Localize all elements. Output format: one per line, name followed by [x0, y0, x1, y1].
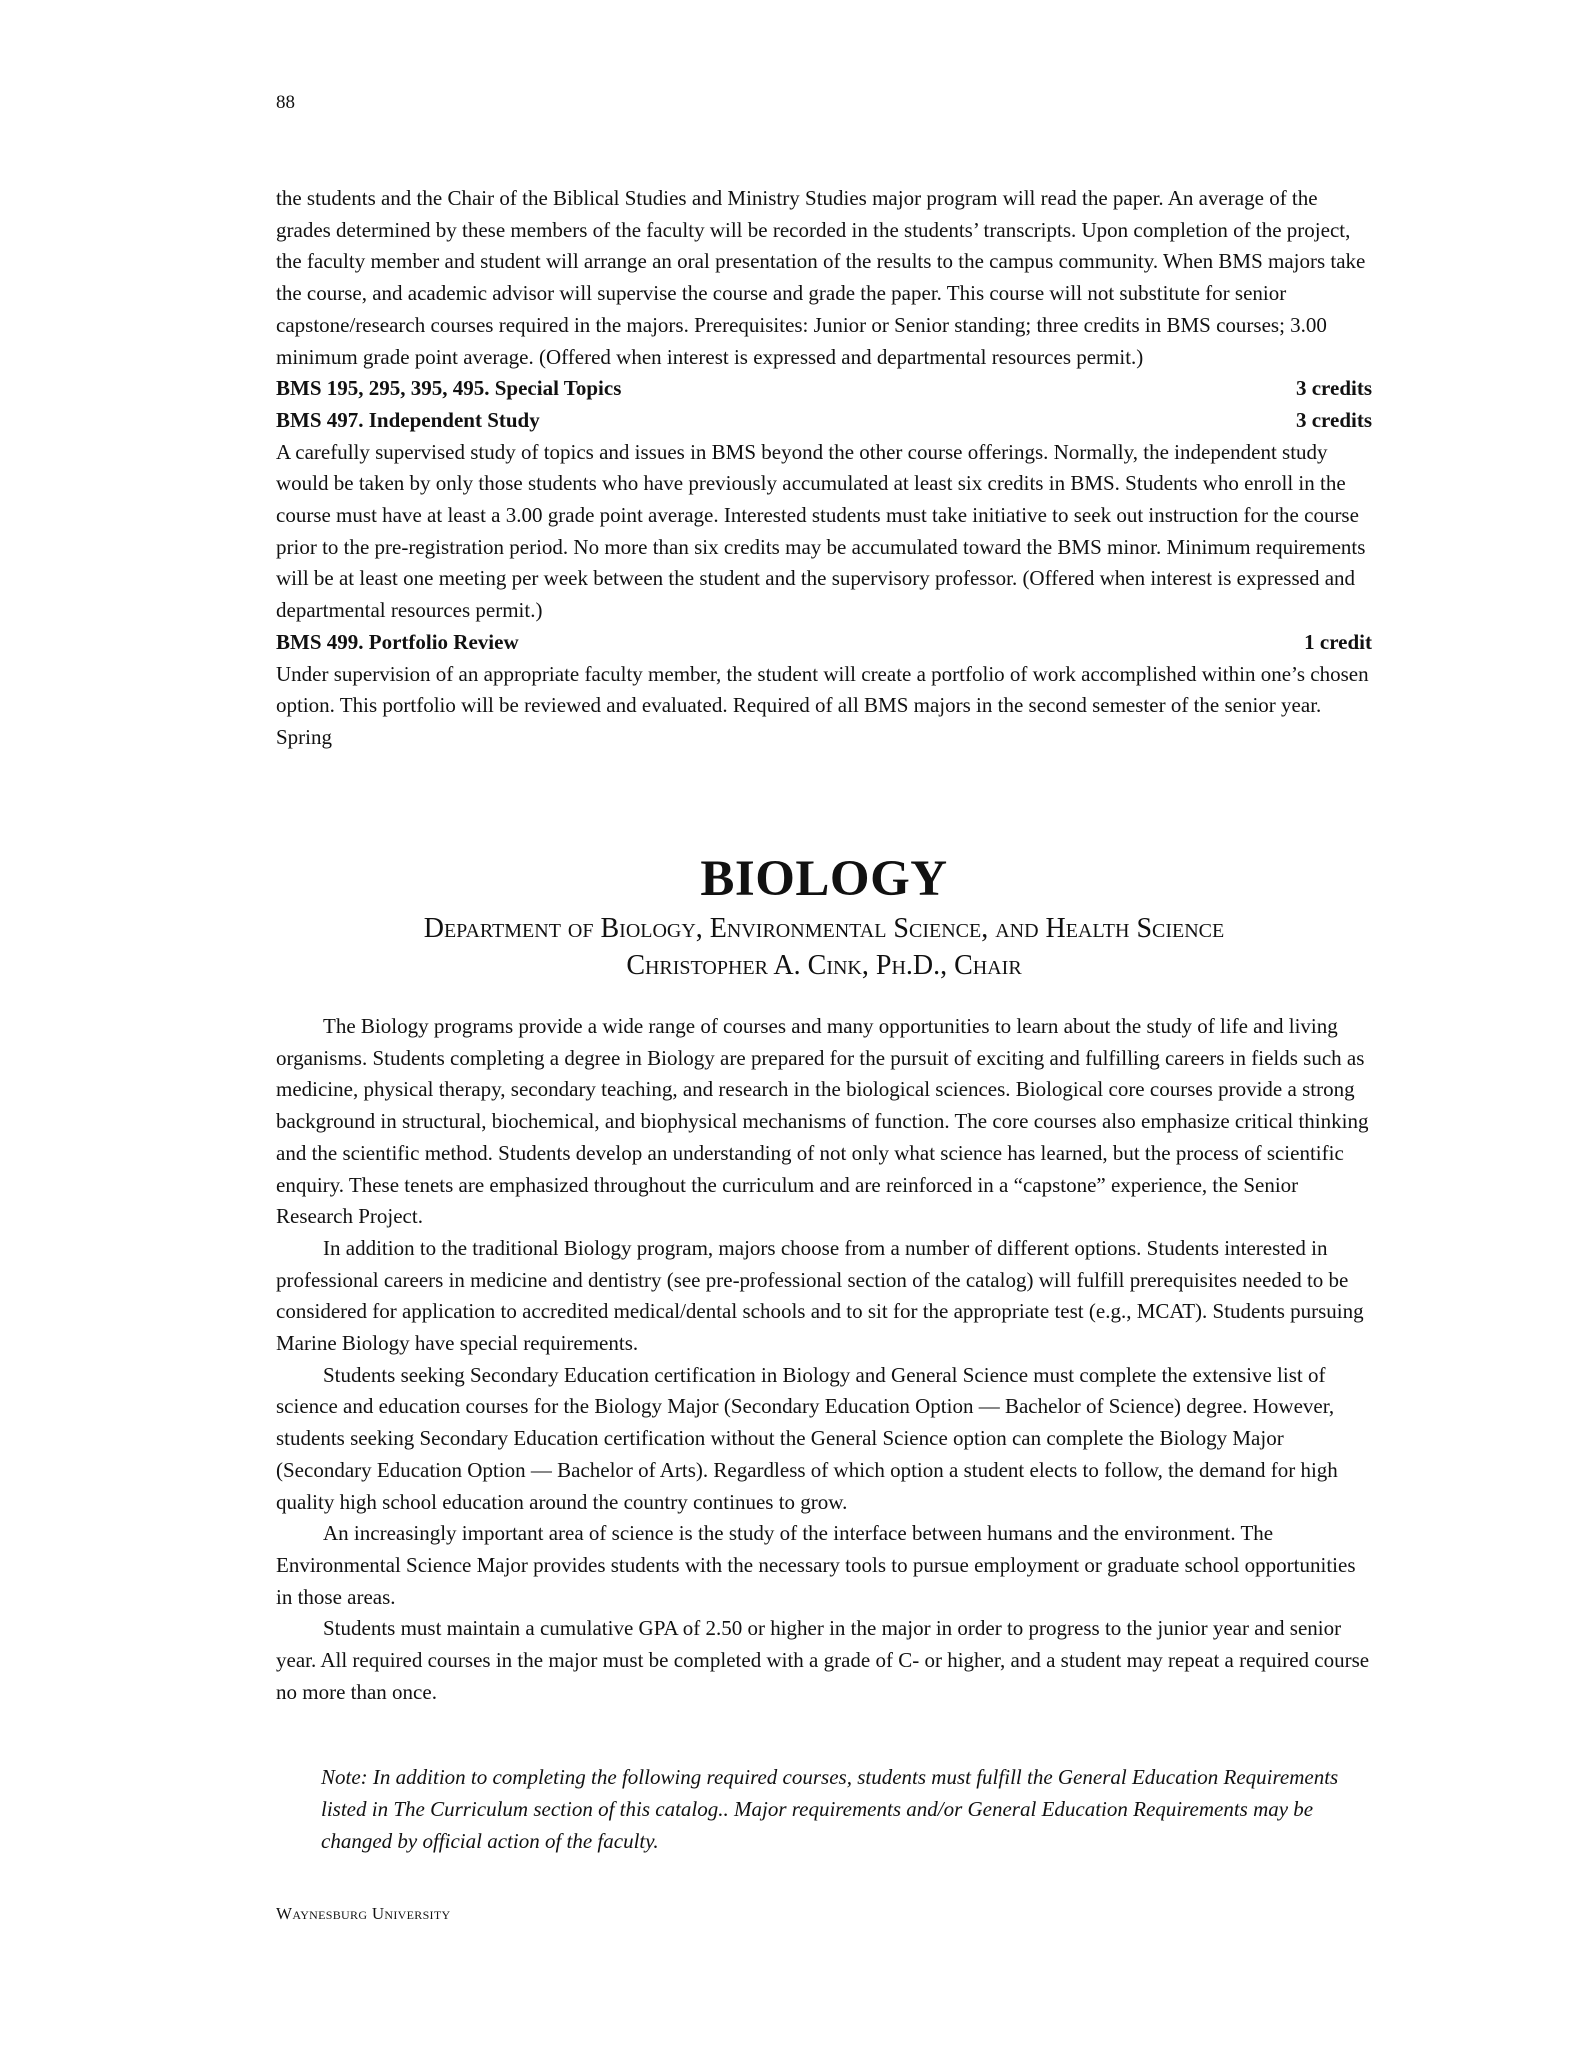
- biology-description: [276, 1011, 1372, 1708]
- course-title: BMS 497. Independent Study: [276, 407, 540, 432]
- course-description-independent-study: A carefully supervised study of topics and issues in BMS beyond the other course offerings. Normally, the independent study would be taken by only those students who have previously accumulated at least six credits in BMS. Students who enroll in the course must have at least a 3.00 grade point average. Interested students must take initiative to seek out instruction for the course prior to the pre-registration period. No more than six credits may be accumulated toward the BMS minor. Minimum requirements will be at least one meeting per week between the student and the supervisory professor. (Offered when interest is expressed and departmental resources permit.): [276, 439, 1366, 623]
- course-description-portfolio-review: Under supervision of an appropriate faculty member, the student will create a portfolio of work accomplished within one’s chosen option. This portfolio will be reviewed and evaluated. Required of all BMS majors in the second semester of the senior year. Spring: [276, 661, 1369, 749]
- section-title: BIOLOGY: [700, 851, 948, 907]
- page-footer: Waynesburg University: [276, 1904, 451, 1923]
- biology-paragraph: In addition to the traditional Biology program, majors choose from a number of different options. Students interested in professional careers in medicine and dentistry (see pre-professional section of the catalog) will fulfill prerequisites needed to be considered for application to accredited medical/dental schools and to sit for the appropriate test (e.g., MCAT). Students pursuing Marine Biology have special requirements.: [276, 1235, 1364, 1356]
- intro-paragraph: the students and the Chair of the Biblical Studies and Ministry Studies major program will read the paper. An average of the grades determined by these members of the faculty will be recorded in the students’ transcripts. Upon completion of the project, the faculty member and student will arrange an oral presentation of the results to the campus community. When BMS majors take the course, and academic advisor will supervise the course and grade the paper. This course will not substitute for senior capstone/research courses required in the majors. Prerequisites: Junior or Senior standing; three credits in BMS courses; 3.00 minimum grade point average. (Offered when interest is expressed and departmental resources permit.): [276, 186, 1366, 369]
- course-title: BMS 195, 295, 395, 495. Special Topics: [276, 376, 622, 401]
- bms-course-section: [276, 183, 1372, 754]
- requirements-note: Note: In addition to completing the following required courses, students must fulfill the General Education Requirements listed in The Curriculum section of this catalog.. Major requirements and/or General Education Requirements may be changed by official action of the faculty.: [321, 1765, 1339, 1853]
- department-name: Department of Biology, Environmental Science, and Health Science: [423, 913, 1225, 944]
- biology-paragraph: Students must maintain a cumulative GPA of 2.50 or higher in the major in order to progress to the junior year and senior year. All required courses in the major must be completed with a grade of C- or higher, and a student may repeat a required course no more than once.: [276, 1616, 1370, 1704]
- biology-paragraph: The Biology programs provide a wide range of courses and many opportunities to learn about the study of life and living organisms. Students completing a degree in Biology are prepared for the pursuit of exciting and fulfilling careers in fields such as medicine, physical therapy, secondary teaching, and research in the biological sciences. Biological core courses provide a strong background in structural, biochemical, and biophysical mechanisms of function. The core courses also emphasize critical thinking and the scientific method. Students develop an understanding of not only what science has learned, but the process of scientific enquiry. These tenets are emphasized throughout the curriculum and are reinforced in a “capstone” experience, the Senior Research Project.: [276, 1014, 1369, 1229]
- page-number: 88: [276, 92, 295, 113]
- course-credits: 3 credits: [1295, 376, 1372, 401]
- course-heading-independent-study: [276, 405, 1372, 437]
- biology-title-block: [276, 848, 1372, 984]
- course-credits: 1 credit: [1304, 629, 1372, 654]
- course-heading-special-topics: [276, 373, 1372, 405]
- course-title: BMS 499. Portfolio Review: [276, 629, 519, 654]
- department-chair: Christopher A. Cink, Ph.D., Chair: [626, 950, 1022, 981]
- biology-paragraph: An increasingly important area of science is the study of the interface between humans and the environment. The Environmental Science Major provides students with the necessary tools to pursue employment or graduate school opportunities in those areas.: [276, 1521, 1356, 1609]
- course-heading-portfolio-review: [276, 627, 1372, 659]
- biology-paragraph: Students seeking Secondary Education certification in Biology and General Science must complete the extensive list of science and education courses for the Biology Major (Secondary Education Option — Bachelor of Science) degree. However, students seeking Secondary Education certification without the General Science option can complete the Biology Major (Secondary Education Option — Bachelor of Arts). Regardless of which option a student elects to follow, the demand for high quality high school education around the country continues to grow.: [276, 1362, 1338, 1514]
- course-credits: 3 credits: [1295, 407, 1372, 432]
